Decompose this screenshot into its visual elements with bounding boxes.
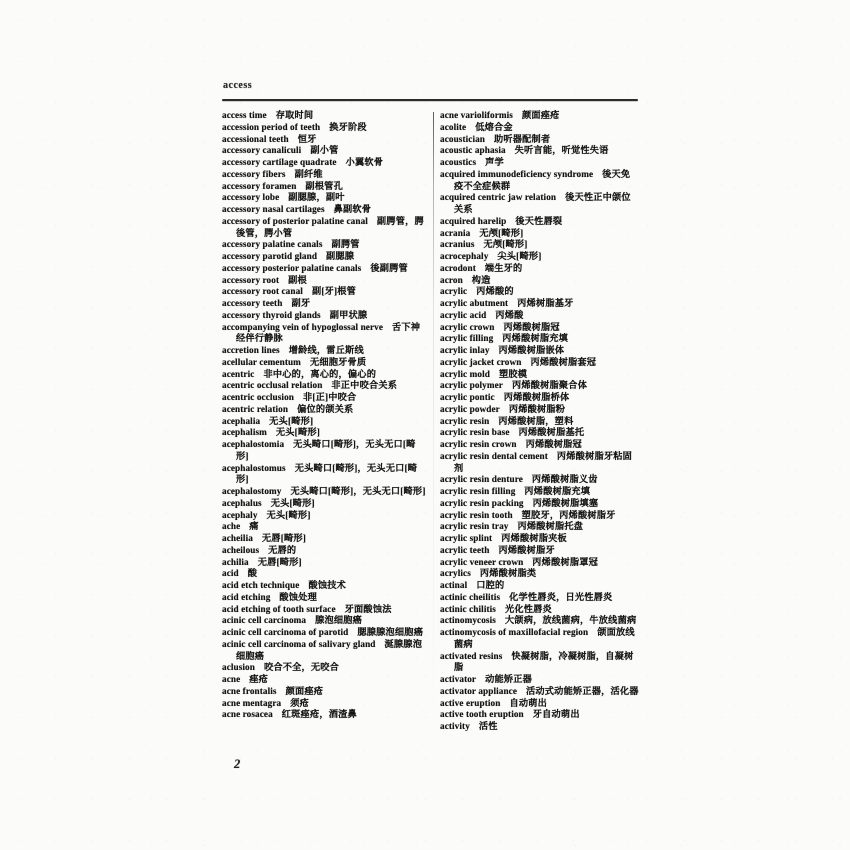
dictionary-entry [440,157,639,169]
entry-definition: 须疮 [290,697,309,708]
entry-definition: 颜面痤疮 [522,110,560,120]
entry-definition: 颌面放线菌病 [454,627,635,649]
entry-term: acinic cell carcinoma [222,615,307,626]
entry-definition: 助听器配制者 [494,133,551,144]
dictionary-entry [222,122,428,134]
entry-term: accessory cartilage quadrate [222,157,337,167]
entry-definition: 无头[畸形] [266,509,311,520]
entry-definition: 活性 [478,721,498,731]
dictionary-entry [222,592,428,604]
dictionary-entry [222,251,428,263]
entry-definition: 光化性唇炎 [504,603,552,614]
entry-term: active eruption [440,697,501,708]
entry-term: acne frontalis [222,685,277,696]
dictionary-entry [440,333,639,345]
entry-term: acoustics [440,157,477,167]
dictionary-entry [440,486,639,498]
dictionary-entry [440,521,639,533]
entry-term: acentric occlusal relation [222,380,323,391]
entry-definition: 构造 [471,274,491,285]
entry-term: accessory teeth [222,298,283,308]
entry-term: acentric relation [222,403,289,414]
entry-term: acrylic crown [440,321,495,332]
entry-term: acne rosacea [222,709,273,720]
entry-definition: 副牙 [291,298,311,308]
entry-definition: 丙烯酸树脂充填 [502,333,569,344]
entry-term: acron [440,274,463,285]
entry-definition: 丙烯酸树脂夹板 [501,533,567,543]
entry-term: accessory root canal [222,286,303,297]
entry-definition: 颜面痤疮 [285,685,324,696]
entry-term: accretion lines [222,345,280,355]
dictionary-entry [440,239,639,251]
dictionary-entry [440,568,639,580]
entry-term: acrylic filling [440,333,494,344]
entry-term: acoustician [440,133,485,144]
entry-definition: 无头畸口[畸形]，无头无口[畸形] [236,439,416,461]
dictionary-entry [440,122,639,134]
entry-definition: 低熔合金 [475,121,513,132]
dictionary-entry [222,392,428,404]
entry-term: actinomycosis [440,615,496,626]
entry-definition: 酸蚀技术 [308,580,346,590]
entry-definition: 非正中咬合关系 [331,380,398,391]
entry-definition: 恒牙 [297,133,317,144]
entry-definition: 失听言能，听觉性失语 [514,145,609,156]
entry-term: activity [440,721,470,731]
entry-definition: 丙烯酸树脂牙粘固剂 [454,450,633,473]
dictionary-entry [440,580,639,592]
entry-definition: 非[正]中咬合 [302,392,357,402]
entry-term: acinic cell carcinoma of parotid [222,627,349,637]
dictionary-entry [222,216,428,240]
entry-term: accessory posterior palatine canals [222,262,362,273]
entry-term: acrylic jacket crown [440,356,522,367]
entry-definition: 丙烯酸树脂聚合体 [511,380,588,391]
entry-term: acephalostomus [222,462,286,473]
entry-definition: 快凝树脂，冷凝树脂，自凝树脂 [454,650,634,673]
entry-term: activator [440,674,477,684]
entry-term: ache [222,521,241,532]
dictionary-entry [440,369,639,381]
dictionary-entry [222,545,428,557]
entry-definition: 红斑痤疮，酒渣鼻 [281,709,357,720]
entry-term: acrylic veneer crown [440,556,524,567]
entry-definition: 腺泡细胞癌 [315,615,363,626]
entry-term: acrylic resin base [440,427,510,438]
entry-term: accessory root [222,274,280,285]
entry-definition: 端生牙的 [484,262,523,273]
entry-definition: 痛 [249,521,259,532]
entry-term: acephalostomia [222,439,285,449]
entry-term: acrylic pontic [440,392,495,402]
dictionary-entry [440,134,639,146]
entry-term: acheilia [222,533,253,543]
entry-term: acrylic inlay [440,345,490,355]
entry-definition: 咬合不全，无咬合 [263,662,340,673]
entry-definition: 无颅[畸形] [479,227,524,238]
entry-term: accessory fibers [222,168,286,179]
entry-term: actinal [440,580,468,590]
right-column [440,110,639,733]
dictionary-entry [440,392,639,404]
entry-definition: 大颌病，放线菌病，牛放线菌病 [504,615,637,626]
entry-definition: 丙烯酸树脂充填 [524,486,591,496]
guide-word: access [223,80,253,91]
entry-term: activator appliance [440,685,518,696]
dictionary-entry [222,709,428,721]
dictionary-entry [222,204,428,216]
entry-definition: 无颅[畸形] [483,239,528,250]
dictionary-entry [440,698,639,710]
entry-definition: 无头畸口[畸形]，无头无口[畸形] [290,486,426,496]
entry-definition: 小翼软骨 [345,157,384,167]
entry-definition: 副[牙]根管 [311,286,357,297]
entry-term: acrocephaly [440,251,489,261]
entry-definition: 塑胶模 [498,368,528,379]
dictionary-entry [440,216,639,228]
dictionary-entry [222,568,428,580]
dictionary-entry [440,474,639,486]
dictionary-entry [222,463,428,487]
dictionary-entry [222,404,428,416]
dictionary-entry [222,416,428,428]
entry-definition: 丙烯酸树脂桥体 [503,392,570,402]
entry-term: acid etching [222,591,271,602]
entry-term: aclusion [222,662,255,673]
dictionary-entry [440,686,639,698]
entry-term: accessory canaliculi [222,145,302,156]
dictionary-entry [222,604,428,616]
dictionary-entry [440,357,639,369]
entry-term: acquired centric jaw relation [440,192,557,203]
entry-definition: 酸 [247,568,258,579]
entry-term: acrylic polymer [440,380,503,391]
entry-definition: 丙烯酸树脂托盘 [517,521,584,532]
entry-definition: 换牙阶段 [329,121,367,132]
dictionary-entry [222,263,428,275]
entry-definition: 丙烯酸树脂套冠 [530,356,597,367]
dictionary-entry [440,275,639,287]
entry-term: acrylic resin denture [440,474,523,485]
dictionary-entry [222,134,428,146]
dictionary-entry [440,498,639,510]
entry-term: actinic chilitis [440,603,496,614]
dictionary-entry [440,192,639,216]
dictionary-entry [440,451,639,475]
entry-term: acrylic powder [440,403,500,414]
entry-term: acid [222,568,239,579]
entry-term: accessory foramen [222,180,297,191]
entry-term: acrylic resin crown [440,439,517,449]
dictionary-entry [222,357,428,369]
entry-term: acinic cell carcinoma of salivary gland [222,638,376,649]
entry-term: accessory parotid gland [222,251,318,261]
dictionary-entry [222,181,428,193]
page-number: 2 [234,757,241,771]
entry-term: accessional teeth [222,133,289,144]
entry-definition: 丙烯酸树脂基托 [518,427,585,438]
entry-term: acrylic resin dental cement [440,450,548,461]
dictionary-entry [440,604,639,616]
entry-term: acephalus [222,497,262,508]
dictionary-entry [440,380,639,392]
entry-definition: 丙烯酸树脂类 [479,568,537,579]
entry-term: acoustic aphasia [440,145,506,156]
entry-definition: 声学 [485,157,504,167]
entry-definition: 增龄线，雷丘斯线 [288,345,364,355]
dictionary-entry [222,310,428,322]
entry-definition: 酸蚀处理 [279,591,317,602]
entry-definition: 副腭管，腭後管，腭小管 [236,215,424,238]
entry-term: acolite [440,121,467,132]
entry-definition: 副根 [288,274,307,285]
entry-definition: 丙烯树脂基牙 [517,298,574,308]
entry-term: acne varioliformis [440,110,513,120]
entry-definition: 化学性唇炎，日光性唇炎 [509,591,613,602]
dictionary-entry [222,192,428,204]
entry-definition: 丙烯酸的 [476,286,514,297]
dictionary-entry [222,533,428,545]
entry-definition: 腮腺腺泡细胞癌 [357,627,424,637]
entry-term: acne mentagra [222,697,282,708]
entry-definition: 丙烯酸 [495,309,524,320]
entry-term: acrylic teeth [440,544,490,555]
entry-definition: 後副腭管 [370,262,408,273]
entry-term: acid etching of tooth surface [222,603,336,614]
entry-definition: 自动萌出 [509,697,548,708]
entry-definition: 副小管 [310,145,339,156]
entry-definition: 无头畸口[畸形]，无头无口[畸形] [236,462,418,485]
entry-definition: 丙烯酸树脂填塞 [532,497,599,508]
entry-term: acephalism [222,427,267,438]
entry-term: acrania [440,227,471,238]
entry-term: acrylics [440,568,471,579]
entry-term: acheilous [222,544,260,555]
dictionary-entry [440,615,639,627]
entry-term: acephalostomy [222,486,282,496]
dictionary-entry [440,110,639,122]
dictionary-entry [222,427,428,439]
entry-term: acquired immunodeficiency syndrome [440,168,594,179]
dictionary-entry [440,298,639,310]
entry-definition: 丙烯酸树脂嵌体 [498,345,565,355]
entry-definition: 後天性唇裂 [515,215,563,226]
dictionary-entry [222,557,428,569]
entry-definition: 丙烯酸树脂罩冠 [532,556,599,567]
dictionary-entry [222,510,428,522]
entry-term: acrodont [440,262,476,273]
dictionary-entry [440,345,639,357]
entry-definition: 无唇[畸形] [261,533,306,543]
entry-definition: 活动式动能矫正器，活化器 [526,685,639,696]
dictionary-entry [440,263,639,275]
entry-term: accession period of teeth [222,121,321,132]
entry-definition: 无唇的 [268,544,297,555]
dictionary-entry [222,674,428,686]
dictionary-entry [440,651,639,675]
entry-term: acrylic resin tooth [440,509,513,520]
entry-term: acentric [222,368,255,379]
dictionary-entry [222,521,428,533]
entry-definition: 丙烯酸树脂粉 [508,403,566,414]
dictionary-entry [440,439,639,451]
entry-definition: 无唇[畸形] [257,556,302,567]
entry-definition: 副纤维 [294,168,323,179]
entry-term: acrylic acid [440,309,487,320]
dictionary-entry [222,615,428,627]
dictionary-entry [440,557,639,569]
column-divider [433,112,434,748]
dictionary-entry [222,662,428,674]
dictionary-entry [222,698,428,710]
entry-term: access time [222,110,267,120]
dictionary-entry [440,169,639,193]
entry-definition: 副腭管 [331,239,360,250]
dictionary-entry [440,674,639,686]
entry-term: accessory nasal cartilages [222,204,325,214]
entry-definition: 後天免疫不全症候群 [454,168,631,191]
dictionary-entry [440,627,639,651]
dictionary-entry [440,510,639,522]
entry-term: acranius [440,239,475,250]
entry-term: acrylic mold [440,368,490,379]
dictionary-entry [440,145,639,157]
dictionary-entry [440,533,639,545]
dictionary-entry [222,439,428,463]
entry-definition: 涎腺腺泡细胞癌 [236,638,423,661]
dictionary-entry [440,404,639,416]
entry-term: acrylic resin [440,415,490,426]
entry-definition: 痤疮 [249,674,269,684]
entry-definition: 副腮腺，副叶 [288,192,345,203]
entry-term: accessory of posterior palatine canal [222,215,368,226]
entry-definition: 动能矫正器 [485,674,533,684]
entry-term: acne [222,674,241,684]
dictionary-entry [222,239,428,251]
entry-term: achilia [222,556,249,567]
dictionary-entry [222,369,428,381]
dictionary-entry [222,157,428,169]
header-rule [222,99,638,101]
dictionary-entry [440,721,639,733]
entry-term: acrylic [440,286,468,297]
entry-definition: 存取时间 [275,110,314,120]
entry-definition: 偏位的颌关系 [297,403,354,414]
entry-definition: 非中心的，离心的，偏心的 [263,368,377,379]
entry-term: acid etch technique [222,580,300,590]
entry-definition: 丙烯酸树脂冠 [525,439,582,449]
dictionary-entry [222,275,428,287]
entry-term: acrylic resin tray [440,521,509,532]
dictionary-entry [222,145,428,157]
entry-definition: 副腮腺 [326,251,355,261]
entry-definition: 丙烯酸树脂牙 [498,544,555,555]
entry-term: acrylic resin filling [440,486,516,496]
entry-term: acrylic resin packing [440,497,524,508]
entry-definition: 无头[畸形] [270,497,315,508]
entry-definition: 副根管孔 [305,180,343,191]
entry-definition: 无细胞牙骨质 [309,356,367,367]
dictionary-entry [440,427,639,439]
entry-term: actinic cheilitis [440,591,501,602]
entry-term: activated resins [440,650,503,661]
dictionary-entry [440,251,639,263]
dictionary-entry [440,416,639,428]
dictionary-entry [440,592,639,604]
entry-term: acellular cementum [222,356,301,367]
dictionary-entry [440,310,639,322]
entry-definition: 副甲状腺 [329,309,368,320]
entry-definition: 无头[畸形] [269,415,314,426]
left-column [222,110,428,721]
entry-definition: 丙烯酸树脂冠 [503,321,560,332]
entry-definition: 丙烯酸树脂，塑料 [498,415,574,426]
dictionary-entry [222,380,428,392]
dictionary-entry [222,322,428,346]
entry-definition: 无头[畸形] [275,427,320,438]
dictionary-entry [222,627,428,639]
entry-term: acentric occlusion [222,392,294,402]
entry-term: acrylic splint [440,533,493,543]
entry-definition: 丙烯酸树脂义齿 [531,474,598,485]
entry-term: accessory palatine canals [222,239,323,250]
entry-term: accessory lobe [222,192,280,203]
dictionary-entry [440,228,639,240]
entry-definition: 鼻副软骨 [333,204,372,214]
dictionary-entry [440,286,639,298]
dictionary-entry [222,110,428,122]
entry-term: acrylic abutment [440,298,509,308]
entry-definition: 舌下神经伴行静脉 [236,321,421,344]
entry-term: accessory thyroid glands [222,309,321,320]
entry-definition: 牙自动萌出 [532,709,580,720]
entry-definition: 牙面酸蚀法 [344,603,392,614]
dictionary-entry [222,286,428,298]
entry-term: active tooth eruption [440,709,524,720]
entry-term: actinomycosis of maxillofacial region [440,627,589,637]
dictionary-entry [440,709,639,721]
dictionary-entry [222,580,428,592]
dictionary-entry [222,298,428,310]
dictionary-entry [222,486,428,498]
dictionary-entry [440,545,639,557]
dictionary-entry [222,639,428,663]
entry-definition: 尖头[畸形] [497,251,542,261]
entry-definition: 後天性正中颌位关系 [454,192,631,214]
entry-term: acephaly [222,509,258,520]
entry-term: acephalia [222,415,261,426]
entry-definition: 口腔的 [476,580,505,590]
entry-term: accompanying vein of hypoglossal nerve [222,321,384,332]
entry-definition: 塑胶牙，丙烯酸树脂牙 [521,509,616,520]
dictionary-entry [222,345,428,357]
dictionary-entry [222,498,428,510]
entry-term: acquired harelip [440,215,507,226]
dictionary-entry [222,169,428,181]
dictionary-entry [440,322,639,334]
dictionary-entry [222,686,428,698]
